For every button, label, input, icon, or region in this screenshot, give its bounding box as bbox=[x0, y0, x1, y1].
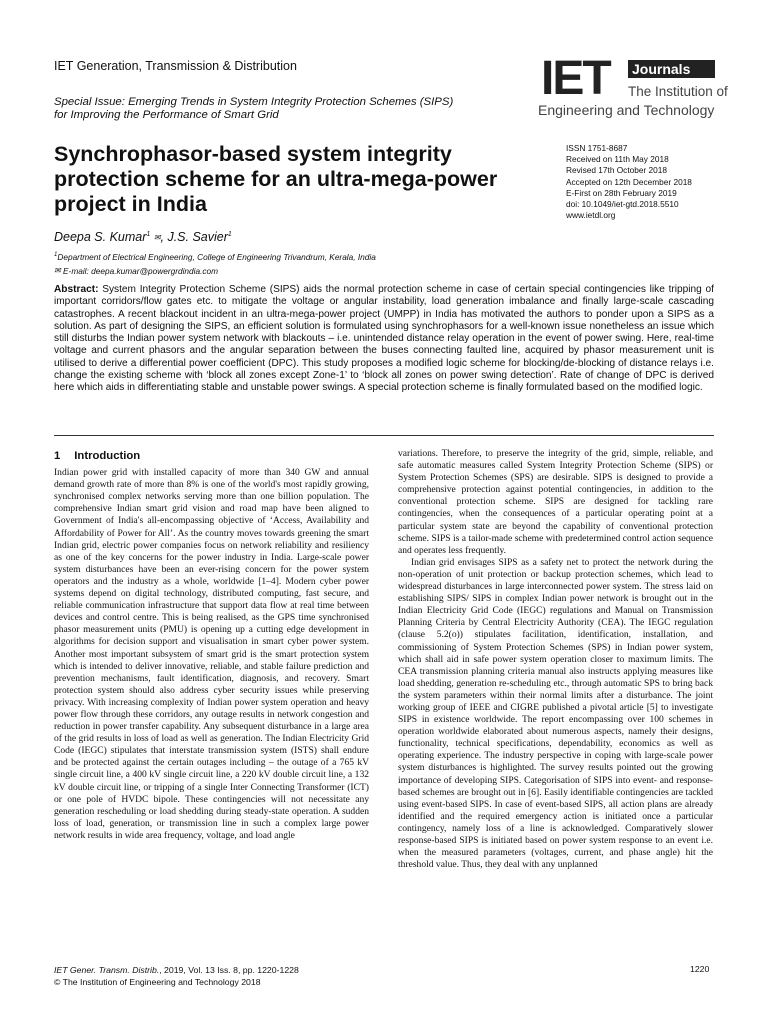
received-date: Received on 11th May 2018 bbox=[566, 154, 669, 165]
affiliation-email bbox=[54, 264, 376, 278]
affiliation bbox=[54, 249, 376, 278]
author-1-affil: 1 bbox=[146, 230, 151, 238]
copyright: © The Institution of Engineering and Technology 2018 bbox=[54, 977, 261, 987]
section-title: Introduction bbox=[74, 450, 141, 462]
abstract bbox=[54, 284, 714, 394]
envelope-icon: ✉ bbox=[54, 265, 61, 275]
footer-citation bbox=[54, 964, 299, 988]
envelope-icon: ✉ bbox=[153, 233, 161, 242]
website-link[interactable]: www.ietdl.org bbox=[566, 210, 616, 221]
affiliation-dept: $^1$Department of Electrical Engineering, College of Engineering Trivandrum, Kerala, India bbox=[54, 251, 376, 262]
citation-details: , 2019, Vol. 13 Iss. 8, pp. 1220-1228 bbox=[159, 965, 299, 975]
author-2: , J.S. Savier bbox=[160, 230, 228, 244]
article-meta bbox=[566, 143, 692, 221]
logo-line1: The Institution of bbox=[628, 84, 728, 99]
section-heading bbox=[54, 450, 369, 462]
author-2-affil: 1 bbox=[227, 230, 232, 238]
column-right bbox=[398, 448, 713, 871]
abstract-label: Abstract: bbox=[54, 284, 99, 295]
revised-date: Revised 17th October 2018 bbox=[566, 165, 668, 176]
author-1: Deepa S. Kumar bbox=[54, 230, 147, 244]
affiliation-marker: 1 bbox=[54, 252, 58, 258]
journal-name: IET Generation, Transmission & Distribution bbox=[54, 59, 297, 73]
abstract-text: System Integrity Protection Scheme (SIPS) aids the normal protection scheme in case of certain special contingencies like tripping of important corridors/flow gates etc. to mitigate the voltage or angular instability, load generation imbalance and finally large-scale cascading catastrophes. A recent blackout incident in an ultra-mega-power project (UMPP) in India has motivated the authors to ponder upon a SIPS as a solution. As part of designing the SIPS, an efficient solution is formulated using synchrophasors for a well-known issue nonetheless an issue which still disturbs the Indian power system network with blackouts – i.e. unintended distance relay operation in the event of power swing. Here, real-time voltage and current phasors and the angular separation between the buses connecting faulted line, acquired by phasor measurement unit is utilised to derive a differential power coefficient (DPC). This study proposes a modified logic scheme for blocking/de-blocking of distance relays i.e. change the existing scheme with ‘block all zones except Zone-1’ to ‘block all zones on power swing detection’. Rate of change of DPC is derived here which aids in differentiating stable and unstable power swings. A special protection scheme is finally formulated based on the modified logic. bbox=[54, 284, 714, 393]
citation-journal: IET Gener. Transm. Distrib. bbox=[54, 965, 160, 975]
accepted-date: Accepted on 12th December 2018 bbox=[566, 176, 692, 187]
logo-line2: Engineering and Technology bbox=[538, 102, 715, 118]
logo-journals-label: Journals bbox=[628, 60, 715, 78]
issn: ISSN 1751-8687 bbox=[566, 143, 628, 153]
section-divider bbox=[54, 435, 714, 436]
paper-title: Synchrophasor-based system integrity protection scheme for an ultra-mega-power project in India bbox=[54, 142, 498, 216]
intro-paragraph-2: variations. Therefore, to preserve the integrity of the grid, simple, reliable, and safe automatic measures called System Integrity Protection Scheme (SIPS) or System Protection Schemes (SPS) are desirable. SIPS is designed to provide a comprehensive protection against potential contingencies, in addition to the conventional protection scheme. SIPS are designed for tackling rare contingencies, when the consequences of a particular operating point at a particular system state are beyond the capability of conventional protection scheme. SIPS is a tailor-made scheme with predetermined control action sequence and operates less frequently. bbox=[398, 448, 713, 556]
special-issue: Special Issue: Emerging Trends in System Integrity Protection Schemes (SIPS) for Improving the Performance of Smart Grid bbox=[54, 96, 454, 121]
page-number: 1220 bbox=[690, 964, 710, 974]
column-left bbox=[54, 450, 369, 842]
efirst-date: E-First on 28th February 2019 bbox=[566, 187, 677, 198]
authors bbox=[54, 230, 232, 244]
logo-mark: IET bbox=[541, 52, 610, 105]
section-number: 1 bbox=[54, 450, 61, 462]
email-address[interactable]: E-mail: deepa.kumar@powergrdindia.com bbox=[63, 265, 219, 276]
intro-paragraph-3: Indian grid envisages SIPS as a safety net to protect the network during the non-operation of unit protection or backup protection schemes, which lead to widespread disturbances in large interconnected power system. The stress laid on establishing SIPS/ SIPS in complex Indian power network is brought out in the Indian Electricity Grid Code (IEGC) regulations and Manual on Transmission Planning Criteria by Central Electricity Authority (CEA). The IEGC regulation (clause 5.2(o)) stipulates facilitation, identification, installation, and commissioning of System Protection Schemes (SPS) in Indian power system, which shall aid in safe power system operation closer to maximum limits. The CEA transmission planning criteria manual also instructs applying measures like load shedding, generation re-scheduling etc., through automatic SPS to bring back the system parameters within their normal limits after a disturbance. The joint working group of IEEE and CIGRE published a pivotal article [5] to investigate SIPS in existence worldwide. The report encompassing over 100 schemes in operation worldwide elaborated about numerous aspects, namely their designs, functionality, technical specifications, dependability, economics as well as operating experience. The industry perspective in coping with large-scale power system disturbances is highlighted. The survey results pointed out the growing importance of developing SIPS. Categorisation of SIPS into event- and response-based schemes are brought out in [6]. Easily identifiable contingencies are tackled using event-based SIPS. In case of event-based SIPS, all action plans are already identified and the required emergency action is initiated once a particular contingency, namely loss of a line is acknowledged. Comparatively slower response-based SIPS is initiated based on power system response to an event i.e. when the measured parameters (voltages, current, and phase angle) hit the threshold value. Thus, they deal with any unplanned bbox=[398, 556, 713, 871]
doi[interactable]: doi: 10.1049/iet-gtd.2018.5510 bbox=[566, 199, 679, 210]
intro-paragraph-1: Indian power grid with installed capacity of more than 340 GW and annual demand growth rate of more than 8% is one of the world's most rapidly growing, synchronised complex networks serving more than one billion population. The comprehensive Indian smart grid vision and road map have been aligned to Government of India's all-encompassing objective of ‘Access, Availability and Affordability of Power for All’. As the country moves towards greening the smart Indian grid, electric power companies focus on network reliability and resiliency as one of the key concerns for the power industry in India. Large-scale power system disturbances have been an ever-rising concern for the power system operators and the industry as a whole, worldwide [1–4]. Modern cyber power systems depend on digital technology, distributed computing, fast secure, and reliable communication infrastructure that support data flow at real time between devices and control centre. This is being realised, as the GPS time synchronised phasor measurement units (PMU) is opening up a cutting edge development in algorithms for decision support and visualisation in smart cyber power system. Another most important subsystem of smart grid is the smart protection system which is intended to deliver innovative, reliable, and stable failure prediction and prevention mechanisms, fault identification, diagnosis, and recovery. Smart protection system should also address cyber security issues while preserving privacy. With increasing complexity of Indian power system operation and heavy power flow through these corridors, any outage results in network congestion and reduction in power transfer capability. Any subsequent disturbance in a large area of the grid results in loss of load as well as generation. The Indian Electricity Grid Code (IEGC) stipulates that interstate transmission system (ISTS) shall endure and be protected against the certain outages including – the outage of a 765 kV single circuit line, a 400 kV single circuit line, a 220 kV double circuit line, a 132 kV double circuit line, or tripping of a single Inter Connecting Transformer (ICT) or one pole of HVDC bipole. These contingencies will not necessitate any generation rescheduling or load shedding during steady-state operation. A sudden loss of load, generation, or transmission line in such a complex large power network results in wide area frequency, voltage, and load angle bbox=[54, 467, 369, 841]
iet-logo bbox=[538, 52, 728, 121]
